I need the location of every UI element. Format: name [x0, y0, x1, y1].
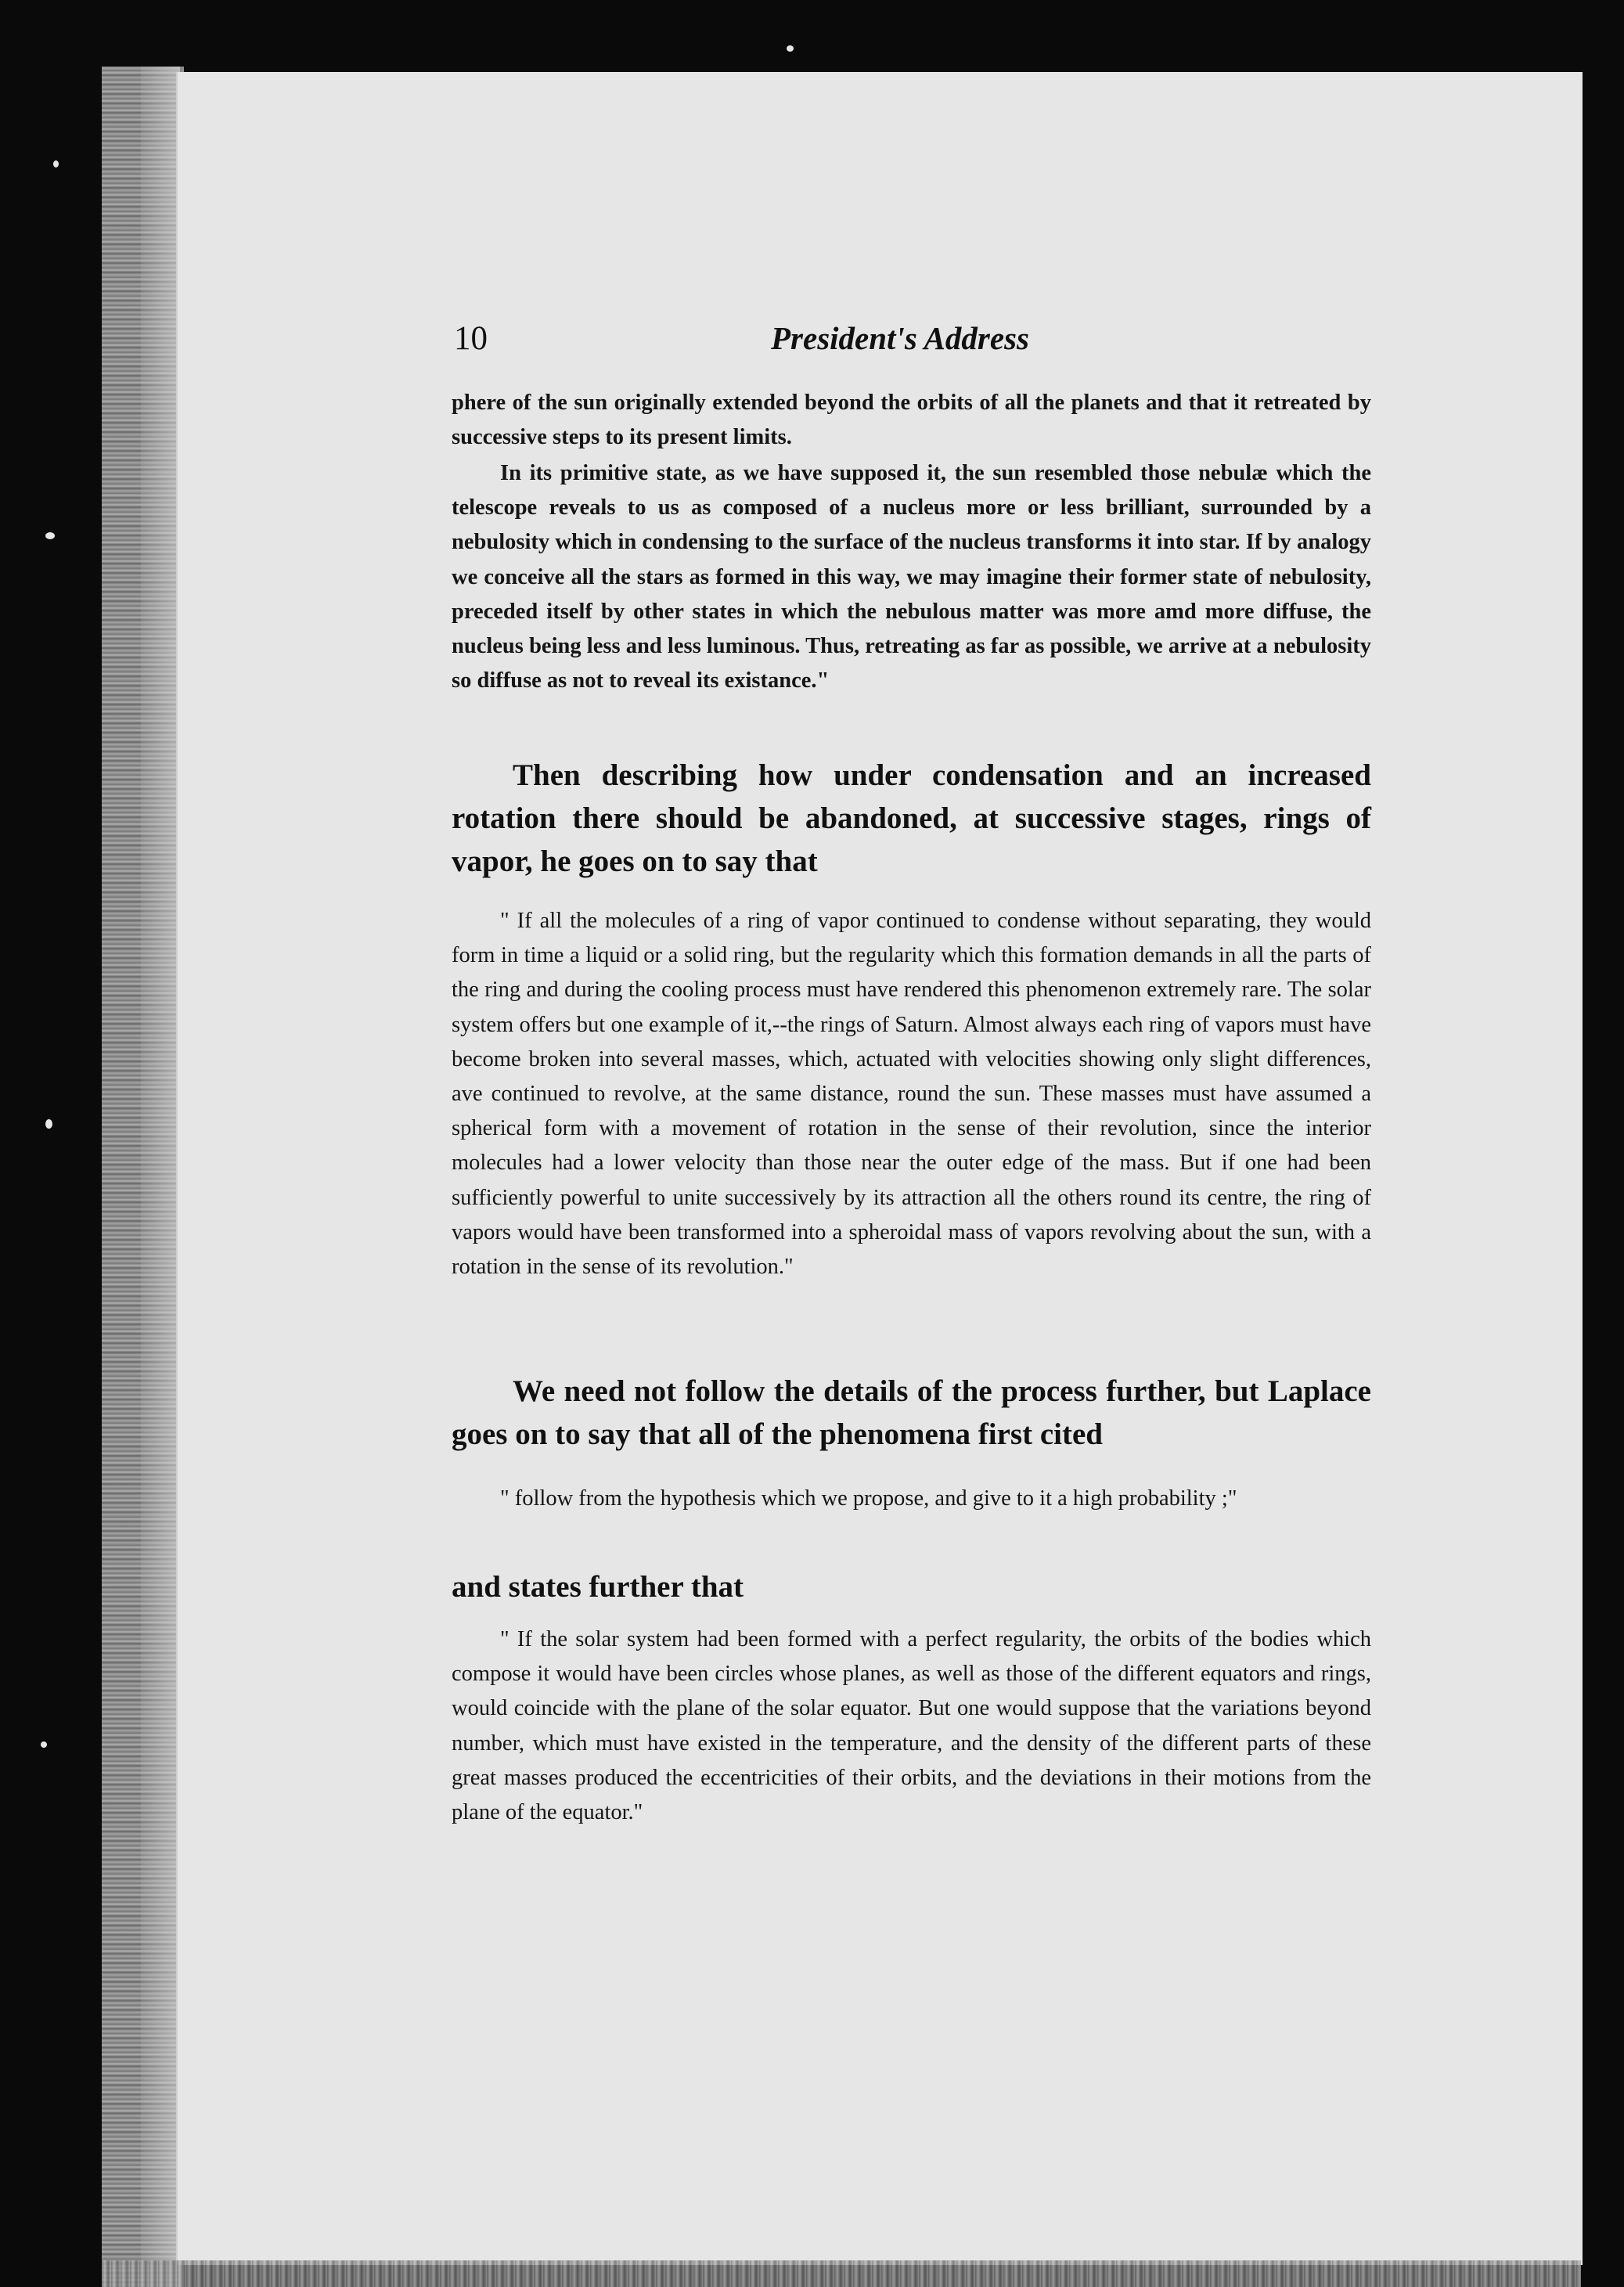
paragraph-continuation	[452, 386, 1371, 455]
scan-speck	[45, 532, 55, 539]
quote-paragraph-primitive-state	[452, 456, 1371, 698]
paragraph-text: " If the solar system had been formed with a perfect regularity, the orbits of the bodies which compose it would have been circles whose planes, as well as those of the different equators and rings, would coincide with the plane of the solar equator. But one would suppose that the variations beyond number, which must have existed in the temperature, and the density of the different parts of these great masses produced the eccentricities of their orbits, and the deviations in their motions from the plane of the equator."	[452, 1627, 1371, 1825]
scan-speck	[787, 45, 794, 52]
paragraph-text: We need not follow the details of the process further, but Laplace goes on to say that all of the phenomena first cited	[452, 1374, 1371, 1451]
paragraph-text: phere of the sun originally extended beyond the orbits of all the planets and that it retreated by successive steps to its present limits.	[452, 391, 1371, 450]
paragraph-text: and states further that	[452, 1570, 744, 1604]
narrative-paragraph-rings	[452, 754, 1371, 883]
scan-speck	[41, 1741, 47, 1748]
running-title: President's Address	[771, 320, 1029, 356]
quote-paragraph-probability	[452, 1482, 1371, 1516]
quote-paragraph-solar-system	[452, 1623, 1371, 1830]
page-bottom-edge	[102, 2260, 1581, 2287]
scan-speck	[45, 1119, 52, 1129]
narrative-line-states-further	[452, 1565, 1371, 1608]
scan-speck	[53, 160, 59, 167]
paragraph-text: " If all the molecules of a ring of vapor continued to condense without separating, they would form in time a liquid or a solid ring, but the regularity which this formation demands in all the parts of the ring and during the cooling process must have rendered this phenomenon extremely rare. The solar system offers but one example of it,--the rings of Saturn. Almost always each ring of vapors must have become broken into several masses, which, actuated with velocities showing only slight differences, ave continued to revolve, at the same distance, round the sun. These masses must have assumed a spherical form with a movement of rotation in the sense of their revolution, since the interior molecules had a lower velocity than those near the outer edge of the mass. But if one had been sufficiently powerful to unite successively by its attraction all the others round its centre, the ring of vapors would have been transformed into a spheroidal mass of vapors revolving about the sun, with a rotation in the sense of its revolution."	[452, 909, 1371, 1280]
paragraph-text: Then describing how under condensation and an increased rotation there should be abandoned, at successive stages, rings of vapor, he goes on to say that	[452, 758, 1371, 878]
paragraph-text: In its primitive state, as we have supposed it, the sun resembled those nebulæ which the telescope reveals to us as composed of a nucleus more or less brilliant, surrounded by a nebulosity which in condensing to the surface of the nucleus transforms it into star. If by analogy we conceive all the stars as formed in this way, we may imagine their former state of nebulosity, preceded itself by other states in which the nebulous matter was more amd more diffuse, the nucleus being less and less luminous. Thus, retreating as far as possible, we arrive at a nebulosity so diffuse as not to reveal its existance."	[452, 461, 1371, 693]
quote-paragraph-ring-vapor	[452, 904, 1371, 1284]
paragraph-text: " follow from the hypothesis which we propose, and give to it a high probability ;"	[500, 1486, 1237, 1511]
narrative-paragraph-laplace	[452, 1370, 1371, 1456]
page-number: 10	[454, 320, 488, 357]
